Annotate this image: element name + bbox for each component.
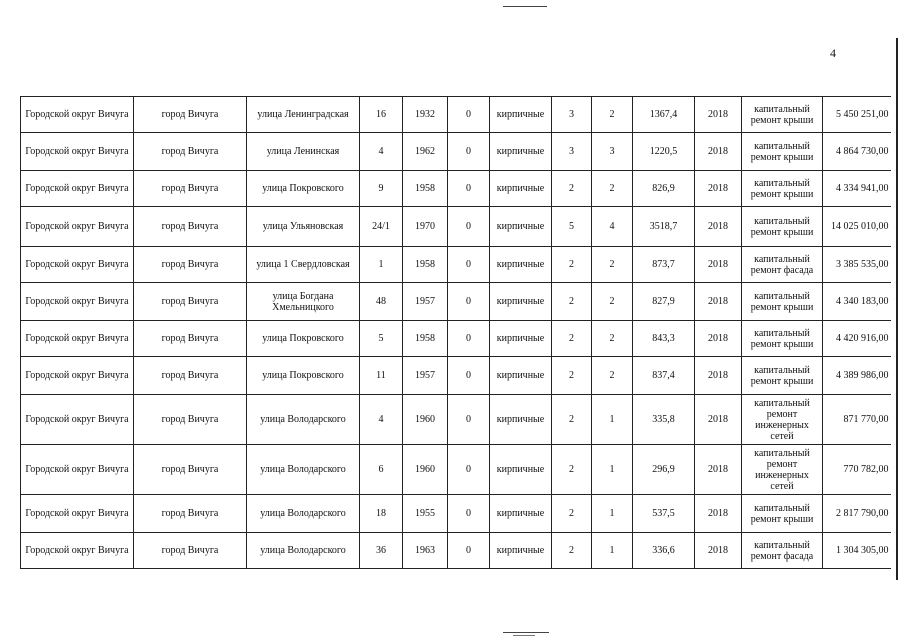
settlement-cell: город Вичуга: [134, 321, 247, 357]
build-year-cell: 1958: [403, 247, 448, 283]
floors-cell: 2: [552, 495, 592, 533]
zero-value-cell: 0: [448, 321, 490, 357]
street-cell: улица 1 Свердловская: [247, 247, 360, 283]
zero-value-cell: 0: [448, 395, 490, 445]
area-cell: 1367,4: [633, 97, 695, 133]
settlement-cell: город Вичуга: [134, 283, 247, 321]
street-cell: улица Покровского: [247, 321, 360, 357]
house-number-cell: 6: [360, 445, 403, 495]
scan-artifact-bottom-2: [513, 635, 535, 636]
table-body: [21, 97, 891, 569]
work-type-cell: капитальный ремонт крыши: [742, 207, 823, 247]
work-type-cell: капитальный ремонт крыши: [742, 133, 823, 171]
cost-cell: 871 770,00: [823, 395, 891, 445]
wall-material-cell: кирпичные: [490, 97, 552, 133]
entrances-cell: 1: [592, 495, 633, 533]
build-year-cell: 1970: [403, 207, 448, 247]
settlement-cell: город Вичуга: [134, 171, 247, 207]
floors-cell: 2: [552, 395, 592, 445]
work-type-cell: капитальный ремонт крыши: [742, 171, 823, 207]
table-row: [21, 495, 891, 533]
wall-material-cell: кирпичные: [490, 283, 552, 321]
repair-year-cell: 2018: [695, 171, 742, 207]
build-year-cell: 1958: [403, 321, 448, 357]
settlement-cell: город Вичуга: [134, 533, 247, 569]
floors-cell: 2: [552, 247, 592, 283]
street-cell: улица Ленинская: [247, 133, 360, 171]
area-cell: 296,9: [633, 445, 695, 495]
work-type-cell: капитальный ремонт крыши: [742, 97, 823, 133]
housing-repair-table: [20, 96, 891, 569]
municipality-cell: Городской округ Вичуга: [21, 207, 134, 247]
municipality-cell: Городской округ Вичуга: [21, 171, 134, 207]
zero-value-cell: 0: [448, 207, 490, 247]
wall-material-cell: кирпичные: [490, 247, 552, 283]
street-cell: улица Володарского: [247, 395, 360, 445]
house-number-cell: 36: [360, 533, 403, 569]
municipality-cell: Городской округ Вичуга: [21, 321, 134, 357]
house-number-cell: 11: [360, 357, 403, 395]
repair-year-cell: 2018: [695, 395, 742, 445]
table-row: [21, 395, 891, 445]
entrances-cell: 1: [592, 395, 633, 445]
entrances-cell: 2: [592, 247, 633, 283]
wall-material-cell: кирпичные: [490, 495, 552, 533]
repair-year-cell: 2018: [695, 207, 742, 247]
area-cell: 1220,5: [633, 133, 695, 171]
work-type-cell: капитальный ремонт крыши: [742, 321, 823, 357]
build-year-cell: 1957: [403, 283, 448, 321]
wall-material-cell: кирпичные: [490, 133, 552, 171]
table-row: [21, 207, 891, 247]
house-number-cell: 4: [360, 395, 403, 445]
settlement-cell: город Вичуга: [134, 495, 247, 533]
street-cell: улица Покровского: [247, 171, 360, 207]
area-cell: 826,9: [633, 171, 695, 207]
area-cell: 873,7: [633, 247, 695, 283]
settlement-cell: город Вичуга: [134, 395, 247, 445]
municipality-cell: Городской округ Вичуга: [21, 97, 134, 133]
house-number-cell: 4: [360, 133, 403, 171]
table-row: [21, 171, 891, 207]
street-cell: улица Володарского: [247, 495, 360, 533]
entrances-cell: 2: [592, 357, 633, 395]
zero-value-cell: 0: [448, 495, 490, 533]
entrances-cell: 2: [592, 97, 633, 133]
repair-year-cell: 2018: [695, 533, 742, 569]
entrances-cell: 3: [592, 133, 633, 171]
wall-material-cell: кирпичные: [490, 445, 552, 495]
scan-artifact-top: [503, 6, 547, 7]
table-row: [21, 97, 891, 133]
settlement-cell: город Вичуга: [134, 133, 247, 171]
floors-cell: 2: [552, 321, 592, 357]
settlement-cell: город Вичуга: [134, 207, 247, 247]
table-row: [21, 445, 891, 495]
floors-cell: 2: [552, 283, 592, 321]
entrances-cell: 2: [592, 171, 633, 207]
build-year-cell: 1960: [403, 395, 448, 445]
area-cell: 537,5: [633, 495, 695, 533]
work-type-cell: капитальный ремонт фасада: [742, 533, 823, 569]
municipality-cell: Городской округ Вичуга: [21, 133, 134, 171]
floors-cell: 2: [552, 171, 592, 207]
settlement-cell: город Вичуга: [134, 97, 247, 133]
floors-cell: 3: [552, 133, 592, 171]
cost-cell: 2 817 790,00: [823, 495, 891, 533]
repair-year-cell: 2018: [695, 283, 742, 321]
cost-cell: 4 389 986,00: [823, 357, 891, 395]
cost-cell: 4 340 183,00: [823, 283, 891, 321]
table-row: [21, 247, 891, 283]
repair-year-cell: 2018: [695, 495, 742, 533]
zero-value-cell: 0: [448, 97, 490, 133]
work-type-cell: капитальный ремонт фасада: [742, 247, 823, 283]
cost-cell: 1 304 305,00: [823, 533, 891, 569]
table-row: [21, 133, 891, 171]
house-number-cell: 16: [360, 97, 403, 133]
wall-material-cell: кирпичные: [490, 207, 552, 247]
house-number-cell: 5: [360, 321, 403, 357]
table-row: [21, 283, 891, 321]
municipality-cell: Городской округ Вичуга: [21, 533, 134, 569]
cost-cell: 3 385 535,00: [823, 247, 891, 283]
municipality-cell: Городской округ Вичуга: [21, 445, 134, 495]
floors-cell: 5: [552, 207, 592, 247]
repair-year-cell: 2018: [695, 97, 742, 133]
street-cell: улица Богдана Хмельницкого: [247, 283, 360, 321]
street-cell: улица Володарского: [247, 533, 360, 569]
municipality-cell: Городской округ Вичуга: [21, 357, 134, 395]
zero-value-cell: 0: [448, 283, 490, 321]
work-type-cell: капитальный ремонт инженерных сетей: [742, 395, 823, 445]
area-cell: 3518,7: [633, 207, 695, 247]
page-edge-line: [896, 38, 898, 580]
work-type-cell: капитальный ремонт крыши: [742, 357, 823, 395]
build-year-cell: 1962: [403, 133, 448, 171]
zero-value-cell: 0: [448, 357, 490, 395]
work-type-cell: капитальный ремонт инженерных сетей: [742, 445, 823, 495]
wall-material-cell: кирпичные: [490, 395, 552, 445]
repair-year-cell: 2018: [695, 133, 742, 171]
build-year-cell: 1932: [403, 97, 448, 133]
table-row: [21, 533, 891, 569]
wall-material-cell: кирпичные: [490, 533, 552, 569]
zero-value-cell: 0: [448, 445, 490, 495]
build-year-cell: 1957: [403, 357, 448, 395]
work-type-cell: капитальный ремонт крыши: [742, 495, 823, 533]
cost-cell: 770 782,00: [823, 445, 891, 495]
build-year-cell: 1958: [403, 171, 448, 207]
floors-cell: 3: [552, 97, 592, 133]
zero-value-cell: 0: [448, 171, 490, 207]
cost-cell: 5 450 251,00: [823, 97, 891, 133]
area-cell: 336,6: [633, 533, 695, 569]
wall-material-cell: кирпичные: [490, 171, 552, 207]
repair-year-cell: 2018: [695, 247, 742, 283]
repair-year-cell: 2018: [695, 357, 742, 395]
table-row: [21, 321, 891, 357]
house-number-cell: 24/1: [360, 207, 403, 247]
entrances-cell: 4: [592, 207, 633, 247]
build-year-cell: 1955: [403, 495, 448, 533]
street-cell: улица Покровского: [247, 357, 360, 395]
zero-value-cell: 0: [448, 533, 490, 569]
municipality-cell: Городской округ Вичуга: [21, 247, 134, 283]
municipality-cell: Городской округ Вичуга: [21, 395, 134, 445]
scan-artifact-bottom: [503, 632, 549, 633]
build-year-cell: 1960: [403, 445, 448, 495]
entrances-cell: 1: [592, 533, 633, 569]
wall-material-cell: кирпичные: [490, 321, 552, 357]
table-row: [21, 357, 891, 395]
zero-value-cell: 0: [448, 133, 490, 171]
municipality-cell: Городской округ Вичуга: [21, 495, 134, 533]
area-cell: 837,4: [633, 357, 695, 395]
wall-material-cell: кирпичные: [490, 357, 552, 395]
area-cell: 843,3: [633, 321, 695, 357]
floors-cell: 2: [552, 445, 592, 495]
street-cell: улица Ульяновская: [247, 207, 360, 247]
settlement-cell: город Вичуга: [134, 247, 247, 283]
entrances-cell: 1: [592, 445, 633, 495]
floors-cell: 2: [552, 357, 592, 395]
repair-year-cell: 2018: [695, 445, 742, 495]
area-cell: 335,8: [633, 395, 695, 445]
settlement-cell: город Вичуга: [134, 445, 247, 495]
house-number-cell: 18: [360, 495, 403, 533]
cost-cell: 4 334 941,00: [823, 171, 891, 207]
house-number-cell: 9: [360, 171, 403, 207]
floors-cell: 2: [552, 533, 592, 569]
street-cell: улица Володарского: [247, 445, 360, 495]
cost-cell: 14 025 010,00: [823, 207, 891, 247]
cost-cell: 4 420 916,00: [823, 321, 891, 357]
zero-value-cell: 0: [448, 247, 490, 283]
settlement-cell: город Вичуга: [134, 357, 247, 395]
repair-year-cell: 2018: [695, 321, 742, 357]
work-type-cell: капитальный ремонт крыши: [742, 283, 823, 321]
municipality-cell: Городской округ Вичуга: [21, 283, 134, 321]
cost-cell: 4 864 730,00: [823, 133, 891, 171]
house-number-cell: 48: [360, 283, 403, 321]
build-year-cell: 1963: [403, 533, 448, 569]
area-cell: 827,9: [633, 283, 695, 321]
entrances-cell: 2: [592, 283, 633, 321]
entrances-cell: 2: [592, 321, 633, 357]
page-number: 4: [830, 46, 836, 60]
street-cell: улица Ленинградская: [247, 97, 360, 133]
house-number-cell: 1: [360, 247, 403, 283]
